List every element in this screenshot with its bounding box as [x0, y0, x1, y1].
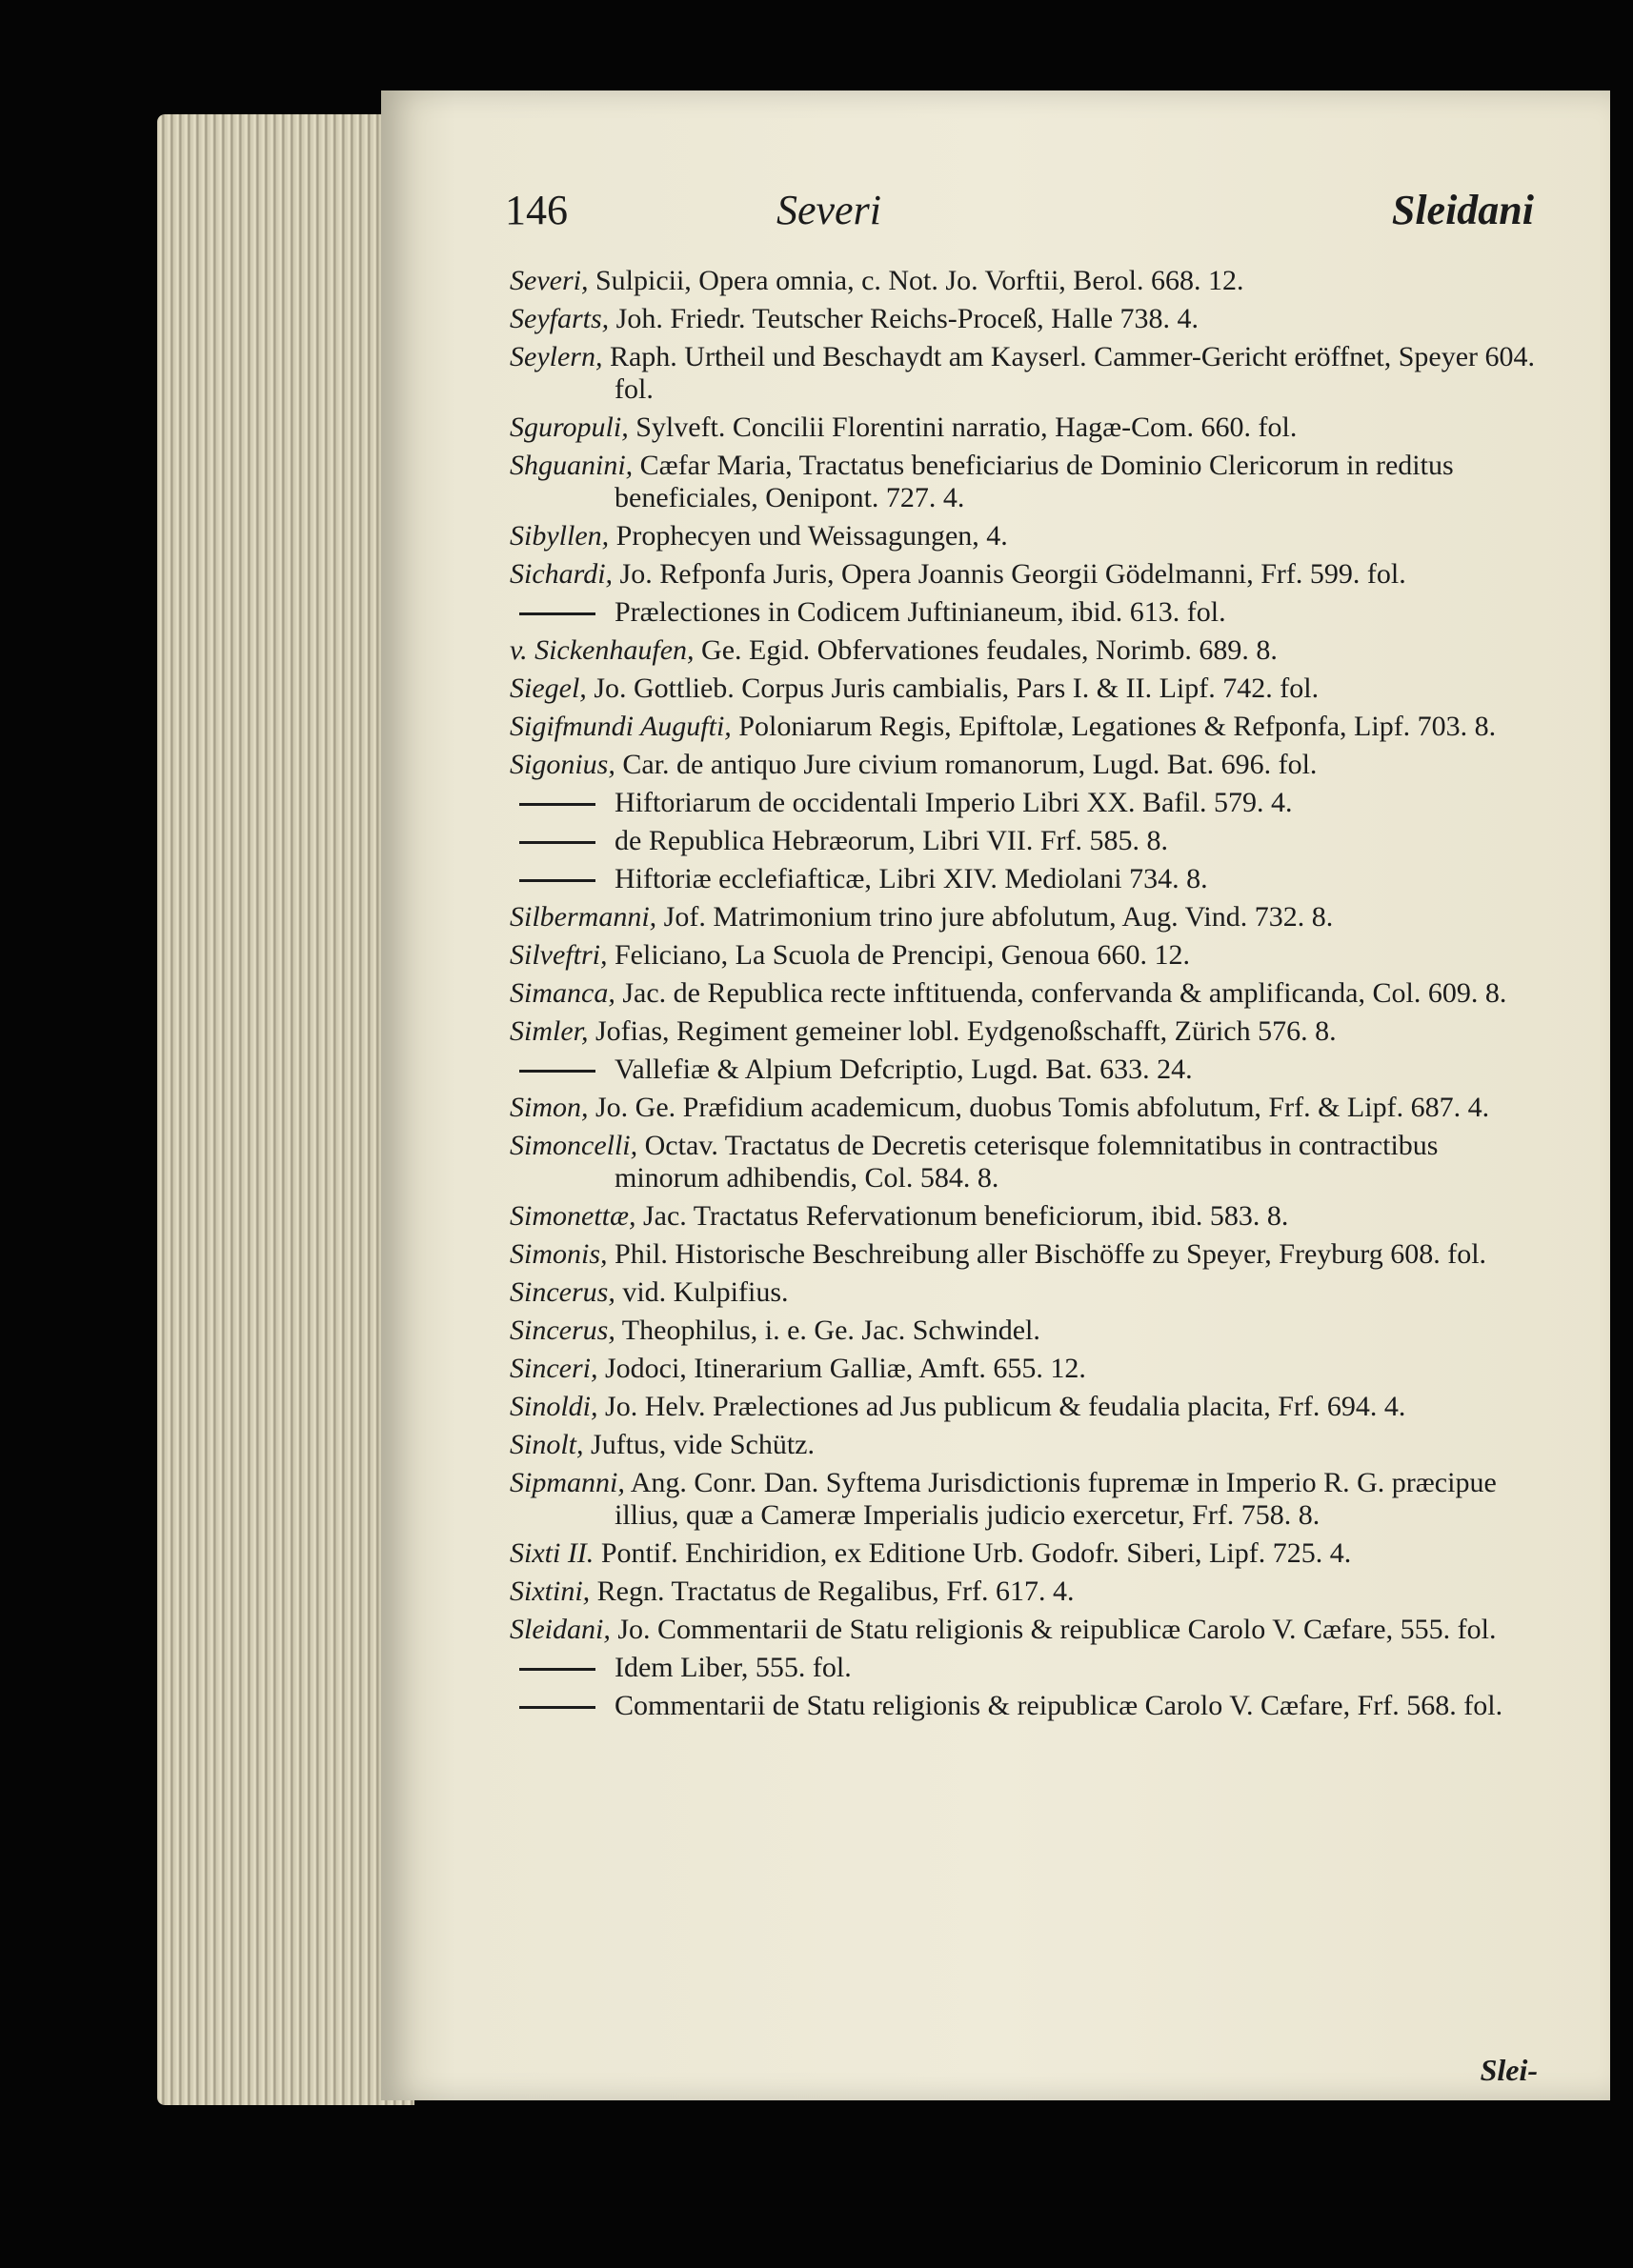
bibliography-entry: [510, 1200, 1548, 1233]
bibliography-entry: [510, 1353, 1548, 1385]
entry-text: Phil. Historische Beschreibung aller Bischöffe zu Speyer, Freyburg 608. fol.: [615, 1238, 1487, 1270]
entry-author: Sixtini,: [510, 1576, 591, 1607]
bibliography-entry: [510, 303, 1548, 335]
bibliography-subentry: [510, 1652, 1548, 1684]
bibliography-entry: [510, 1429, 1548, 1461]
running-head-right: Sleidani: [1391, 187, 1534, 233]
bibliography-entry: [510, 1015, 1548, 1048]
bibliography-subentry: [510, 596, 1548, 629]
entry-author: Severi,: [510, 265, 589, 296]
catchword: Slei-: [1480, 2053, 1538, 2087]
bibliography-subentry: [510, 1054, 1548, 1086]
entry-text: Jo. Commentarii de Statu religionis & reipublicæ Carolo V. Cæfare, 555. fol.: [617, 1614, 1497, 1645]
entry-text: Cæfar Maria, Tractatus beneficiarius de Dominio Clericorum in reditus beneficiales, Oenipont. 727. 4.: [615, 450, 1454, 513]
entry-text: Car. de antiquo Jure civium romanorum, Lugd. Bat. 696. fol.: [622, 749, 1318, 780]
bibliography-entry: [510, 1576, 1548, 1608]
entry-author: Sibyllen,: [510, 520, 610, 552]
entry-text: Sulpicii, Opera omnia, c. Not. Jo. Vorftii, Berol. 668. 12.: [595, 265, 1244, 296]
entry-text: vid. Kulpifius.: [622, 1276, 789, 1308]
entry-text: Jo. Gottlieb. Corpus Juris cambialis, Pars I. & II. Lipf. 742. fol.: [594, 672, 1320, 704]
entry-text: Hiftoriarum de occidentali Imperio Libri XX. Bafil. 579. 4.: [615, 787, 1293, 818]
bibliography-entry: [510, 711, 1548, 743]
entry-text: Jo. Ge. Præfidium academicum, duobus Tomis abfolutum, Frf. & Lipf. 687. 4.: [595, 1092, 1490, 1123]
entry-text: de Republica Hebræorum, Libri VII. Frf. 585. 8.: [615, 825, 1169, 856]
entry-text: Poloniarum Regis, Epiftolæ, Legationes & Refponfa, Lipf. 703. 8.: [738, 711, 1497, 742]
entry-author: Seyfarts,: [510, 303, 610, 334]
bibliography-entry: [510, 1614, 1548, 1646]
bibliography-entry: [510, 749, 1548, 781]
entry-author: Sleidani,: [510, 1614, 611, 1645]
entry-author: Sinolt,: [510, 1429, 584, 1460]
entry-text: Jo. Refponfa Juris, Opera Joannis Georgii Gödelmanni, Frf. 599. fol.: [619, 558, 1406, 590]
entry-text: Feliciano, La Scuola de Prencipi, Genoua 660. 12.: [614, 939, 1190, 971]
entry-text: Ang. Conr. Dan. Syftema Jurisdictionis fupremæ in Imperio R. G. præcipue illius, quæ a Cameræ Imperialis judicio exercetur, Frf. 758. 8.: [615, 1467, 1497, 1531]
bibliography-subentry: [510, 1690, 1548, 1722]
entry-text: Vallefiæ & Alpium Defcriptio, Lugd. Bat. 633. 24.: [615, 1054, 1193, 1085]
entry-text: Juftus, vide Schütz.: [591, 1429, 815, 1460]
entry-author: Sincerus,: [510, 1315, 615, 1346]
bibliography-subentry: [510, 825, 1548, 857]
bibliography-entry: [510, 1467, 1548, 1532]
entry-text: Regn. Tractatus de Regalibus, Frf. 617. 4.: [596, 1576, 1075, 1607]
bibliography-entry: [510, 520, 1548, 552]
bibliography-entry: [510, 341, 1548, 406]
bibliography-subentry: [510, 863, 1548, 895]
bibliography-entry: [510, 1238, 1548, 1271]
bibliography-entry: [510, 1315, 1548, 1347]
entry-author: Seylern,: [510, 341, 603, 372]
entry-text: Jofias, Regiment gemeiner lobl. Eydgenoßschafft, Zürich 576. 8.: [595, 1015, 1337, 1047]
entry-author: Sguropuli,: [510, 411, 629, 443]
bibliography-subentry: [510, 787, 1548, 819]
entry-author: Sichardi,: [510, 558, 614, 590]
bibliography-entry: [510, 634, 1548, 667]
entry-author: Sipmanni,: [510, 1467, 625, 1498]
entry-text: Jo. Helv. Prælectiones ad Jus publicum & feudalia placita, Frf. 694. 4.: [605, 1391, 1406, 1422]
entry-text: Jof. Matrimonium trino jure abfolutum, Aug. Vind. 732. 8.: [663, 901, 1334, 933]
entry-text: Joh. Friedr. Teutscher Reichs-Proceß, Halle 738. 4.: [615, 303, 1200, 334]
book-page-edges: [157, 114, 414, 2105]
bibliography-entry: [510, 939, 1548, 972]
entry-text: Sylveft. Concilii Florentini narratio, Hagæ-Com. 660. fol.: [635, 411, 1298, 443]
entry-author: Shguanini,: [510, 450, 634, 481]
bibliography-entry: [510, 1092, 1548, 1124]
entry-text: Ge. Egid. Obfervationes feudales, Norimb. 689. 8.: [701, 634, 1278, 666]
entry-text: Hiftoriæ ecclefiafticæ, Libri XIV. Mediolani 734. 8.: [615, 863, 1208, 894]
entry-author: Sigonius,: [510, 749, 615, 780]
entry-author: Simler,: [510, 1015, 589, 1047]
bibliography-entry: [510, 558, 1548, 591]
entry-author: Sixti II.: [510, 1537, 595, 1569]
entry-author: Silbermanni,: [510, 901, 657, 933]
bibliography-entry: [510, 1537, 1548, 1570]
bibliography-entry: [510, 1391, 1548, 1423]
entry-text: Raph. Urtheil und Beschaydt am Kayserl. Cammer-Gericht eröffnet, Speyer 604. fol.: [609, 341, 1536, 405]
bibliography-entry: [510, 411, 1548, 444]
entry-text: Theophilus, i. e. Ge. Jac. Schwindel.: [621, 1315, 1040, 1346]
entry-author: Simon,: [510, 1092, 589, 1123]
entry-text: Prophecyen und Weissagungen, 4.: [615, 520, 1008, 552]
bibliography-entry: [510, 1276, 1548, 1309]
bibliography-entry: [510, 450, 1548, 514]
entry-author: Sincerus,: [510, 1276, 615, 1308]
running-head: [505, 186, 1534, 243]
bibliography-entries: [510, 265, 1548, 1728]
entry-author: Simoncelli,: [510, 1130, 638, 1161]
entry-text: Commentarii de Statu religionis & reipublicæ Carolo V. Cæfare, Frf. 568. fol.: [615, 1690, 1503, 1721]
entry-author: Sigifmundi Augufti,: [510, 711, 732, 742]
entry-text: Jac. de Republica recte inftituenda, confervanda & amplificanda, Col. 609. 8.: [622, 977, 1507, 1009]
entry-author: Silveftri,: [510, 939, 608, 971]
entry-author: Siegel,: [510, 672, 587, 704]
bibliography-entry: [510, 1130, 1548, 1194]
page-number: 146: [505, 187, 568, 233]
entry-author: Sinoldi,: [510, 1391, 598, 1422]
bibliography-entry: [510, 672, 1548, 705]
entry-author: Simonis,: [510, 1238, 608, 1270]
bibliography-entry: [510, 901, 1548, 933]
entry-author: v. Sickenhaufen,: [510, 634, 695, 666]
entry-text: Pontif. Enchiridion, ex Editione Urb. Godofr. Siberi, Lipf. 725. 4.: [600, 1537, 1352, 1569]
entry-author: Sinceri,: [510, 1353, 598, 1384]
entry-text: Jac. Tractatus Refervationum beneficiorum, ibid. 583. 8.: [643, 1200, 1289, 1232]
entry-text: Prælectiones in Codicem Juftinianeum, ibid. 613. fol.: [615, 596, 1226, 628]
entry-author: Simanca,: [510, 977, 615, 1009]
entry-text: Octav. Tractatus de Decretis ceterisque folemnitatibus in contractibus minorum adhibendis, Col. 584. 8.: [615, 1130, 1439, 1194]
entry-text: Jodoci, Itinerarium Galliæ, Amft. 655. 12.: [604, 1353, 1086, 1384]
entry-text: Idem Liber, 555. fol.: [615, 1652, 852, 1683]
bibliography-entry: [510, 977, 1548, 1010]
running-head-center: Severi: [776, 187, 881, 233]
bibliography-entry: [510, 265, 1548, 297]
entry-author: Simonettæ,: [510, 1200, 636, 1232]
